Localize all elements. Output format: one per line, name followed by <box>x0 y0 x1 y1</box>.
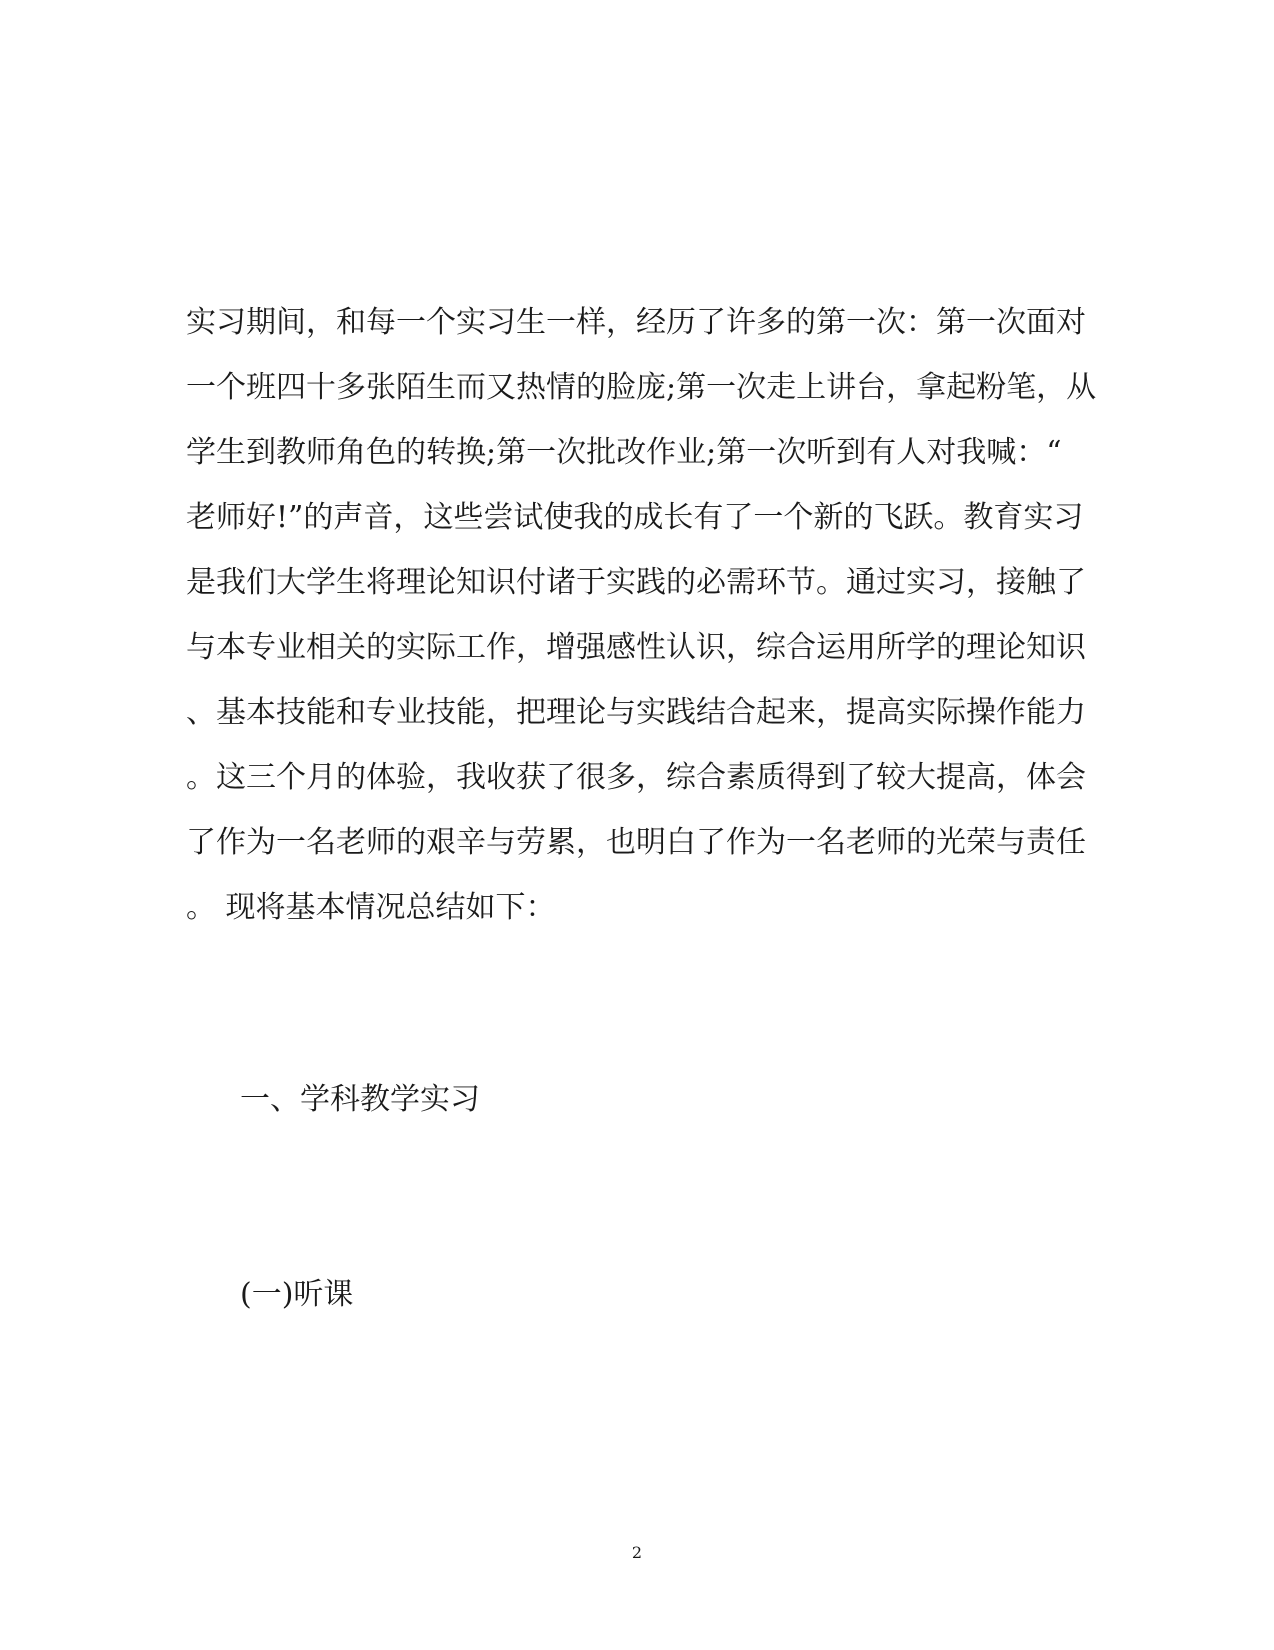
body-line: 与本专业相关的实际工作，增强感性认识，综合运用所学的理论知识 <box>186 630 1086 665</box>
body-line: 学生到教师角色的转换;第一次批改作业;第一次听到有人对我喊：“ <box>186 435 1062 470</box>
body-paragraph <box>186 290 1097 940</box>
body-line: 是我们大学生将理论知识付诸于实践的必需环节。通过实习，接触了 <box>186 565 1086 600</box>
body-line: 一个班四十多张陌生而又热情的脸庞;第一次走上讲台，拿起粉笔，从 <box>186 370 1097 405</box>
body-line: 老师好!”的声音，这些尝试使我的成长有了一个新的飞跃。教育实习 <box>186 500 1084 535</box>
body-line: 了作为一名老师的艰辛与劳累，也明白了作为一名老师的光荣与责任 <box>186 825 1086 860</box>
page-number: 2 <box>631 1543 643 1562</box>
body-line: 、基本技能和专业技能，把理论与实践结合起来，提高实际操作能力 <box>186 695 1086 730</box>
section-heading: 一、学科教学实习 <box>240 1082 480 1117</box>
body-line: 。这三个月的体验，我收获了很多，综合素质得到了较大提高，体会 <box>186 760 1086 795</box>
body-line: 实习期间，和每一个实习生一样，经历了许多的第一次：第一次面对 <box>186 305 1086 340</box>
body-line: 。 现将基本情况总结如下： <box>186 890 556 925</box>
subsection-heading: (一)听课 <box>240 1277 354 1312</box>
